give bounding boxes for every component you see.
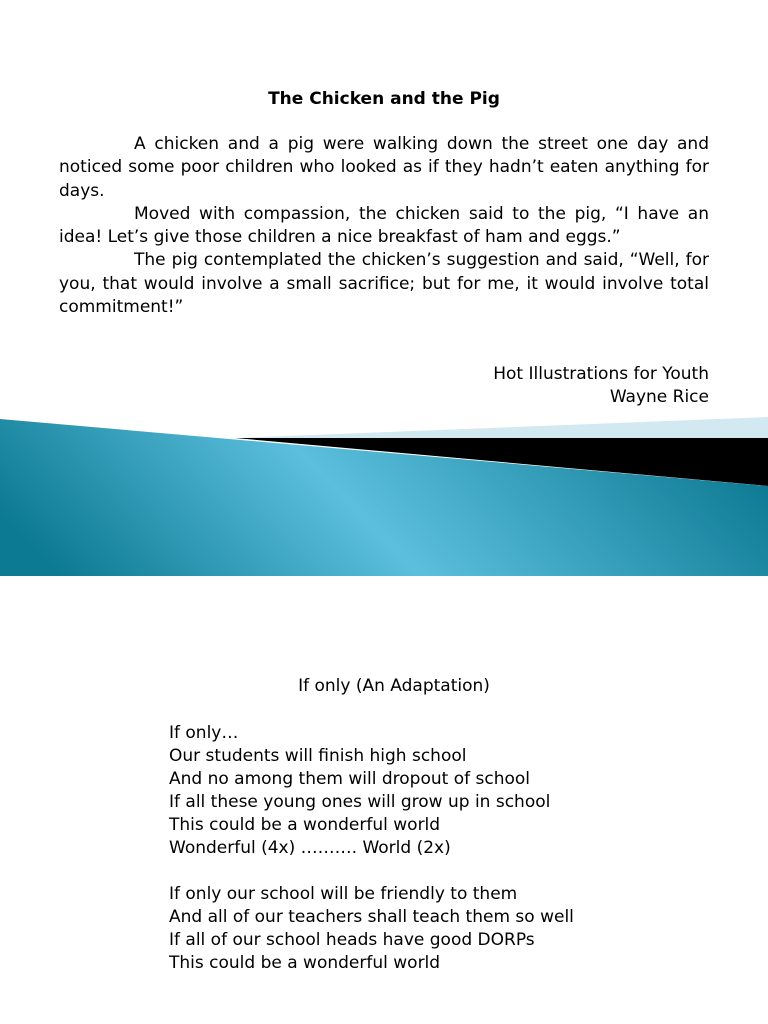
story-body	[59, 133, 709, 319]
banner-pale-stripe	[235, 417, 768, 438]
story-paragraph: Moved with compassion, the chicken said to the pig, “I have an idea! Let’s give those children a nice breakfast of ham and eggs.”	[59, 203, 709, 248]
poem-line: If all these young ones will grow up in school	[169, 792, 551, 812]
slide-if-only	[0, 576, 768, 1024]
attribution-author: Wayne Rice	[609, 387, 709, 407]
poem-line: Wonderful (4x) ………. World (2x)	[169, 838, 451, 858]
poem-line: This could be a wonderful world	[169, 953, 441, 973]
poem-body	[169, 722, 619, 975]
stanza-gap	[169, 860, 619, 883]
poem-line: If only our school will be friendly to them	[169, 884, 518, 904]
story-paragraph: The pig contemplated the chicken’s suggestion and said, “Well, for you, that would involve a small sacrifice; but for me, it would involve total commitment!”	[59, 250, 709, 318]
poem-line: If all of our school heads have good DORPs	[169, 930, 535, 950]
poem-line: And all of our teachers shall teach them so well	[169, 907, 574, 927]
poem-line: And no among them will dropout of school	[169, 769, 531, 789]
attribution-source: Hot Illustrations for Youth	[493, 364, 709, 384]
story-paragraph: A chicken and a pig were walking down the street one day and noticed some poor children who looked as if they hadn’t eaten anything for days.	[59, 134, 709, 201]
poem-line: This could be a wonderful world	[169, 815, 441, 835]
story-title: The Chicken and the Pig	[268, 89, 500, 109]
poem-line: If only…	[169, 723, 239, 743]
decorative-banner	[0, 415, 768, 576]
poem-title: If only (An Adaptation)	[298, 676, 490, 696]
poem-line: Our students will finish high school	[169, 746, 467, 766]
attribution	[493, 363, 709, 409]
